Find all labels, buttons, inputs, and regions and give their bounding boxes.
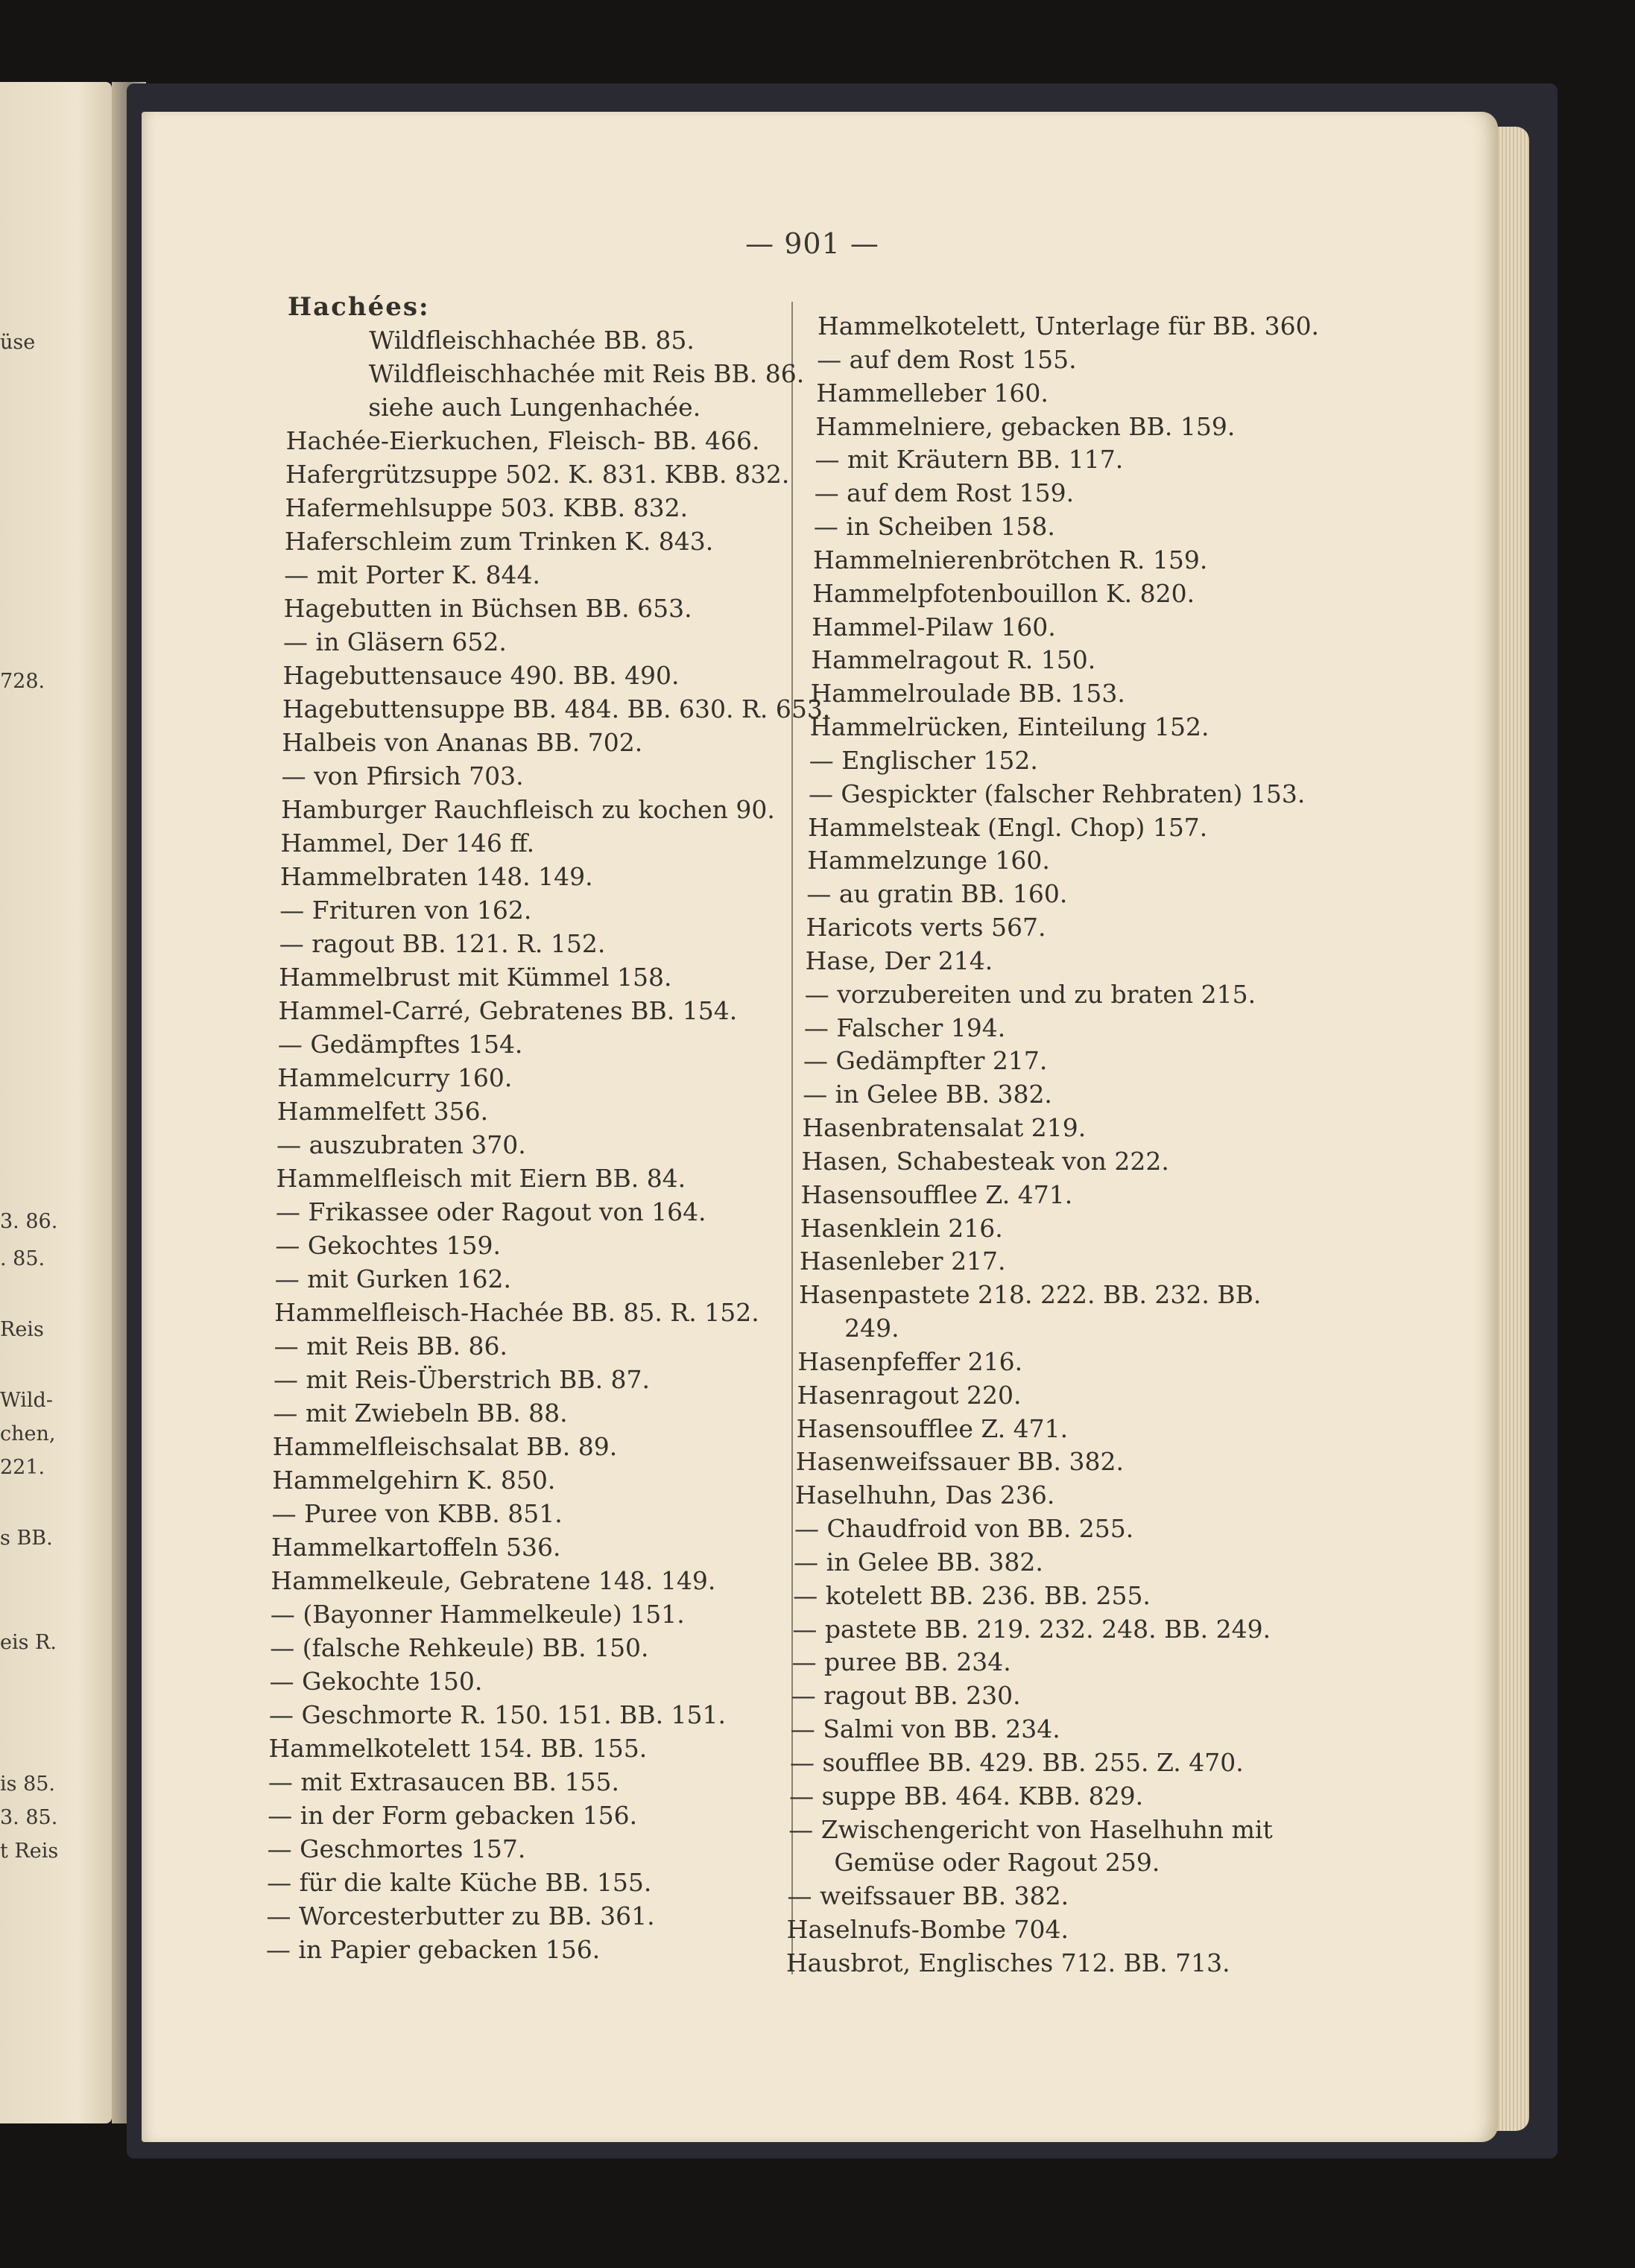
index-entry: — in Scheiben 158. (813, 512, 1055, 542)
index-entry: — Gekochte 150. (269, 1667, 483, 1696)
facing-page-text: 3. 86. (0, 1210, 58, 1233)
index-entry: — Salmi von BB. 234. (790, 1714, 1060, 1744)
index-entry: Hammelkartoffeln 536. (271, 1533, 561, 1562)
facing-page-text: 221. (0, 1456, 45, 1479)
index-entry: — in Gelee BB. 382. (794, 1547, 1043, 1577)
index-entry: Hasensoufflee Z. 471. (796, 1413, 1069, 1443)
index-entry: Hasenweifssauer BB. 382. (795, 1447, 1124, 1477)
index-entry: — weifssauer BB. 382. (787, 1881, 1069, 1911)
index-entry: — Puree von KBB. 851. (271, 1499, 563, 1528)
index-entry: — ragout BB. 230. (791, 1681, 1021, 1711)
index-entry: — ragout BB. 121. R. 152. (279, 929, 606, 958)
facing-page-text: is 85. (0, 1773, 56, 1796)
index-entry: Hammelniere, gebacken BB. 159. (815, 411, 1236, 441)
index-entry: Hausbrot, Englisches 712. BB. 713. (785, 1948, 1230, 1977)
facing-page-text: . 85. (0, 1247, 45, 1270)
index-entry: — mit Reis BB. 86. (273, 1331, 507, 1361)
index-entry: Hammelfleisch-Hachée BB. 85. R. 152. (274, 1298, 759, 1327)
index-entry: — auf dem Rost 155. (817, 344, 1077, 374)
index-entry: Hammelnierenbrötchen R. 159. (812, 545, 1208, 574)
index-entry: Hammelfett 356. (276, 1097, 489, 1126)
index-entry: Hasen, Schabesteak von 222. (801, 1146, 1169, 1176)
index-entry: Wildfleischhachée mit Reis BB. 86. (368, 359, 805, 388)
index-entry: Hasenpastete 218. 222. BB. 232. BB. (799, 1280, 1262, 1310)
facing-page-text: s BB. (0, 1527, 53, 1550)
index-entry: — in Papier gebacken 156. (265, 1935, 601, 1964)
index-entry: Hammelkotelett, Unterlage für BB. 360. (818, 311, 1320, 340)
index-entry: Hammelfleisch mit Eiern BB. 84. (276, 1164, 686, 1193)
index-entry: Hagebutten in Büchsen BB. 653. (283, 594, 692, 623)
facing-page-text: Wild- (0, 1389, 53, 1412)
index-entry: — in Gläsern 652. (283, 627, 507, 656)
index-heading: Hachées: (288, 292, 430, 322)
index-entry: Hasenleber 217. (799, 1247, 1006, 1276)
index-entry: — Geschmortes 157. (267, 1834, 526, 1863)
index-entry: — Gedämpfter 217. (803, 1046, 1048, 1076)
index-entry: Hagebuttensauce 490. BB. 490. (282, 661, 680, 690)
index-entry: — mit Kräutern BB. 117. (815, 445, 1124, 475)
index-entry: — Falscher 194. (803, 1013, 1006, 1042)
index-entry: Hagebuttensuppe BB. 484. BB. 630. R. 653. (282, 694, 831, 723)
index-entry: — Gedämpftes 154. (277, 1030, 523, 1059)
index-entry: — Frikassee oder Ragout von 164. (275, 1197, 706, 1226)
index-entry: — au gratin BB. 160. (806, 879, 1068, 909)
index-entry: — pastete BB. 219. 232. 248. BB. 249. (792, 1614, 1271, 1644)
page-number: — 901 — (745, 227, 879, 260)
index-entry: Hamburger Rauchfleisch zu kochen 90. (281, 795, 775, 824)
index-entry: Haferschleim zum Trinken K. 843. (284, 527, 714, 556)
index-entry: Hammelkeule, Gebratene 148. 149. (271, 1566, 716, 1595)
index-entry: — Englischer 152. (809, 745, 1038, 775)
index-entry: — vorzubereiten und zu braten 215. (804, 979, 1256, 1009)
index-entry: Hammelgehirn K. 850. (272, 1466, 556, 1495)
index-entry: Hasenbratensalat 219. (802, 1113, 1087, 1143)
index-entry: Hammelpfotenbouillon K. 820. (812, 578, 1195, 608)
index-entry: — (Bayonner Hammelkeule) 151. (270, 1600, 685, 1629)
facing-page-edge (0, 82, 112, 2123)
index-entry: — Gespickter (falscher Rehbraten) 153. (808, 779, 1306, 808)
facing-page-text: üse (0, 331, 36, 354)
index-entry: — Zwischengericht von Haselhuhn mit (788, 1814, 1273, 1844)
facing-page-text: Reis (0, 1318, 44, 1341)
index-entry: Hase, Der 214. (805, 945, 993, 975)
index-entry: Hammelroulade BB. 153. (810, 679, 1125, 709)
index-entry: Hammelbrust mit Kümmel 158. (279, 963, 672, 992)
index-entry: — auf dem Rost 159. (814, 478, 1075, 508)
index-entry: Hafergrützsuppe 502. K. 831. KBB. 832. (285, 460, 790, 489)
index-entry: Hammel-Carré, Gebratenes BB. 154. (278, 996, 738, 1025)
index-entry: — mit Zwiebeln BB. 88. (273, 1399, 568, 1428)
index-entry: — mit Reis-Überstrich BB. 87. (273, 1365, 651, 1394)
index-entry: Hammelfleischsalat BB. 89. (272, 1432, 618, 1461)
index-entry: — (falsche Rehkeule) BB. 150. (270, 1633, 649, 1662)
index-entry: Hammelcurry 160. (277, 1063, 513, 1092)
index-entry: — Geschmorte R. 150. 151. BB. 151. (269, 1700, 727, 1729)
index-entry: — Worcesterbutter zu BB. 361. (266, 1901, 655, 1930)
index-entry: Hasensoufflee Z. 471. (800, 1179, 1073, 1209)
index-entry: — für die kalte Küche BB. 155. (267, 1868, 652, 1897)
index-entry: Hachée-Eierkuchen, Fleisch- BB. 466. (285, 426, 760, 455)
index-entry: — puree BB. 234. (791, 1647, 1011, 1677)
index-entry: — mit Porter K. 844. (284, 560, 540, 589)
index-entry: Hammelbraten 148. 149. (279, 862, 593, 891)
index-entry: Haselhuhn, Das 236. (794, 1480, 1055, 1510)
index-entry: Hasenragout 220. (797, 1380, 1022, 1410)
index-entry: Hasenpfeffer 216. (797, 1346, 1023, 1376)
index-entry: Halbeis von Ananas BB. 702. (282, 728, 643, 757)
index-entry: Haselnufs-Bombe 704. (786, 1915, 1069, 1945)
index-entry: — in Gelee BB. 382. (803, 1080, 1052, 1109)
index-entry: Gemüse oder Ragout 259. (834, 1848, 1160, 1878)
index-entry: Hammelrücken, Einteilung 152. (809, 712, 1209, 742)
facing-page-text: t Reis (0, 1840, 59, 1863)
index-entry: Haricots verts 567. (806, 913, 1046, 943)
facing-page-text: chen, (0, 1422, 56, 1445)
index-entry: — suppe BB. 464. KBB. 829. (789, 1781, 1144, 1811)
index-entry: — von Pfirsich 703. (281, 761, 524, 791)
index-entry: Hammelragout R. 150. (811, 645, 1096, 675)
index-entry: — kotelett BB. 236. BB. 255. (793, 1580, 1151, 1610)
index-entry: — Frituren von 162. (279, 896, 532, 925)
index-entry: Wildfleischhachée BB. 85. (369, 326, 695, 355)
index-entry: — mit Gurken 162. (274, 1264, 511, 1293)
index-entry: — in der Form gebacken 156. (268, 1801, 638, 1830)
index-entry: Hammel, Der 146 ff. (280, 829, 535, 858)
index-entry: — auszubraten 370. (276, 1130, 526, 1159)
index-entry: Hammelzunge 160. (807, 846, 1050, 875)
index-entry: Hafermehlsuppe 503. KBB. 832. (285, 493, 689, 522)
index-entry: siehe auch Lungenhachée. (368, 393, 701, 422)
index-entry: Hammelkotelett 154. BB. 155. (268, 1734, 648, 1763)
index-entry: — mit Extrasaucen BB. 155. (268, 1767, 619, 1796)
facing-page-text: 3. 85. (0, 1806, 58, 1829)
index-entry: — soufflee BB. 429. BB. 255. Z. 470. (789, 1747, 1244, 1777)
index-entry: — Chaudfroid von BB. 255. (794, 1514, 1134, 1544)
index-entry: Hammelsteak (Engl. Chop) 157. (808, 812, 1208, 842)
facing-page-text: eis R. (0, 1631, 57, 1654)
index-entry: Hammel-Pilaw 160. (812, 612, 1056, 642)
index-entry: 249. (844, 1314, 899, 1343)
index-entry: Hammelleber 160. (816, 378, 1049, 408)
index-entry: Hasenklein 216. (800, 1213, 1003, 1243)
index-entry: — Gekochtes 159. (275, 1231, 502, 1260)
facing-page-text: 728. (0, 670, 45, 693)
